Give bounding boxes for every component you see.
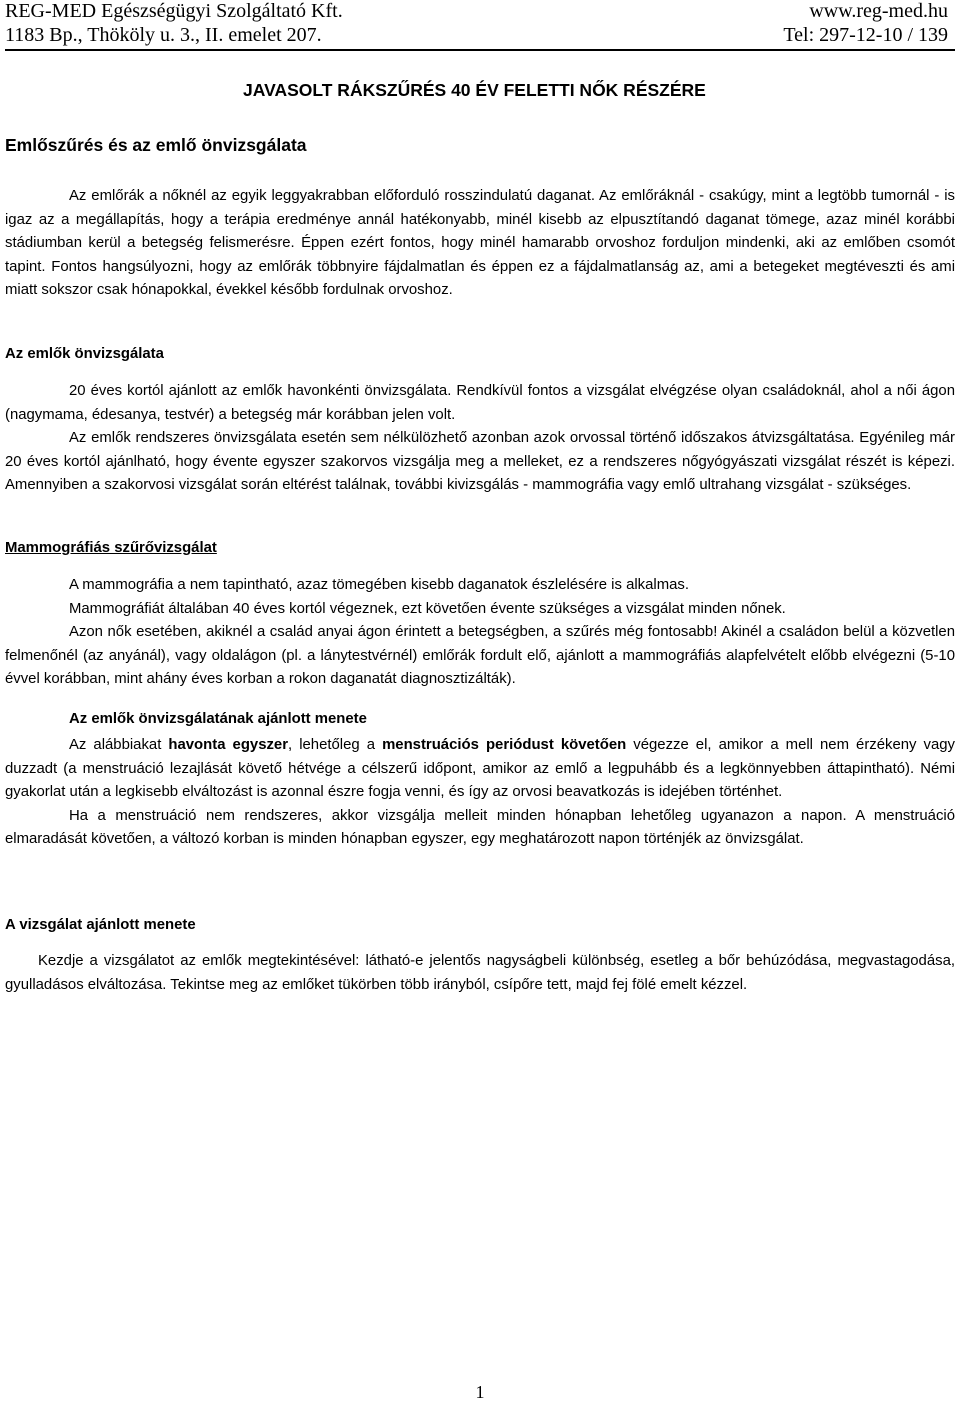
page-title: JAVASOLT RÁKSZŰRÉS 40 ÉV FELETTI NŐK RÉSZÉRE xyxy=(243,80,706,100)
section-self-exam xyxy=(5,380,955,498)
section-heading-self-exam-procedure: Az emlők önvizsgálatának ajánlott menete xyxy=(69,711,367,727)
section-heading-mammography: Mammográfiás szűrővizsgálat xyxy=(5,540,217,556)
procedure-paragraph-1 xyxy=(5,734,955,805)
company-name: REG-MED Egészségügyi Szolgáltató Kft. xyxy=(5,0,343,22)
phone: Tel: 297-12-10 / 139 xyxy=(783,24,948,46)
exam-procedure-paragraph: Kezdje a vizsgálatot az emlők megtekintésével: látható-e jelentős nagyságbeli különbség, esetleg a bőr behúzódása, megvastagodása, gyulladásos elváltozása. Tekintse meg az emlőket tükörben több irányból, csípőre tett, majd fej fölé emelt kézzel. xyxy=(5,953,955,993)
mammography-paragraph-2: Mammográfiát általában 40 éves kortól végeznek, ezt követően évente szükséges a vizsgálat minden nőnek. xyxy=(69,600,786,617)
section-exam-procedure xyxy=(5,950,955,997)
procedure-emphasis-period: menstruációs periódust követően xyxy=(382,737,627,753)
mammography-paragraph-1: A mammográfia a nem tapintható, azaz tömegében kisebb daganatok észlelésére is alkalmas. xyxy=(69,577,689,593)
intro-paragraph xyxy=(5,185,955,303)
self-exam-paragraph-2: Az emlők rendszeres önvizsgálata esetén sem nélkülözhető azonban azok orvossal történő időszakos átvizsgáltatása. Egyénileg már 20 éves kortól ajánlható, hogy évente egyszer szakorvos vizsgálja meg a melleket, ez a rendszeres nőgyógyászati vizsgálat részét is képezi. Amennyiben a szakorvosi vizsgálat során eltérést találnak, további kivizsgálás - mammográfia vagy emlő ultrahang vizsgálat - szükséges. xyxy=(5,430,955,493)
page-number: 1 xyxy=(475,1382,485,1402)
address: 1183 Bp., Thököly u. 3., II. emelet 207. xyxy=(5,24,322,46)
intro-text: Az emlőrák a nőknél az egyik leggyakrabban előforduló rosszindulatú daganat. Az emlőráknál - csakúgy, mint a legtöbb tumornál - is igaz az a megállapítás, hogy a terápia eredménye annál hatékonyabb, minél kisebb az elpusztítandó daganat tömege, azaz minél korábbi stádiumban kerül a betegség felismerésre. Éppen ezért fontos, hogy minél hamarabb orvoshoz forduljon mindenki, aki az emlőben csomót tapint. Fontos hangsúlyozni, hogy az emlőrák többnyire fájdalmatlan és éppen ez a fájdalmatlanság az, ami a betegeket megtéveszti és ami miatt sokszor csak hónapokkal, évekkel később fordulnak orvoshoz. xyxy=(5,188,955,298)
section-heading-self-exam: Az emlők önvizsgálata xyxy=(5,346,164,362)
procedure-emphasis-monthly: havonta egyszer xyxy=(168,737,289,753)
procedure-text-e: végezze el, amikor a mell nem érzékeny vagy duzzadt (a menstruáció lezajlását követő hétvége a célszerű időpont, amikor az emlő a legpuhább és a legkönnyebben áttapintható). Némi gyakorlat után a legkisebb elváltozást is azonnal észre fogja venni, és így az orvosi beavatkozás is idejében történhet. xyxy=(5,737,955,800)
section-self-exam-procedure xyxy=(5,734,955,852)
procedure-text-a: Az alábbiakat xyxy=(69,737,169,753)
mammography-paragraph-3: Azon nők esetében, akiknél a család anyai ágon érintett a betegségben, a szűrés még fontosabb! Akinél a családon belül a közvetlen felmenőnél (az anyánál), vagy oldalágon (pl. a lánytestvérnél) emlőrák fordult elő, ajánlott a mammográfiás alapfelvételt előbb elvégezni (5-10 évvel korábban, mint ahány éves korban a rokon daganatát diagnosztizálták). xyxy=(5,624,955,687)
page-subtitle: Emlőszűrés és az emlő önvizsgálata xyxy=(5,135,307,155)
website: www.reg-med.hu xyxy=(809,0,948,22)
self-exam-paragraph-1: 20 éves kortól ajánlott az emlők havonkénti önvizsgálata. Rendkívül fontos a vizsgálat elvégzése olyan családoknál, ahol a női ágon (nagymama, édesanya, testvér) a betegség már korábban jelen volt. xyxy=(5,383,955,423)
section-heading-exam-procedure: A vizsgálat ajánlott menete xyxy=(5,917,196,933)
section-mammography xyxy=(5,574,955,692)
header-divider xyxy=(5,49,955,51)
procedure-paragraph-2: Ha a menstruáció nem rendszeres, akkor vizsgálja melleit minden hónapban lehetőleg ugyanazon a napon. A menstruáció elmaradását követően, a változó korban is minden hónapban egyszer, egy meghatározott napon történjék az önvizsgálat. xyxy=(5,807,955,847)
procedure-text-c: , lehetőleg a xyxy=(288,737,383,753)
